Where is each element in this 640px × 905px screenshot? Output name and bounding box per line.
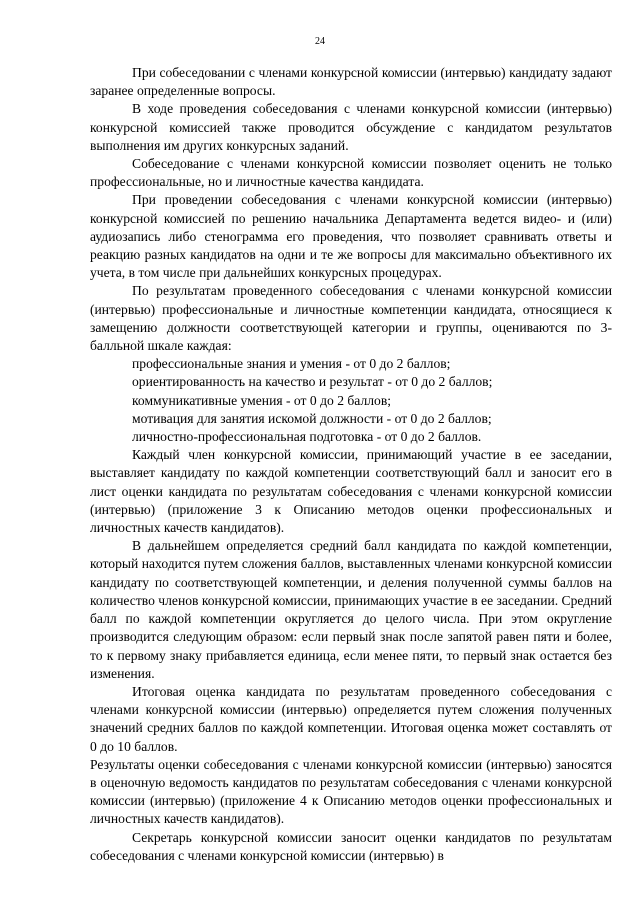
criteria-item: ориентированность на качество и результат - от 0 до 2 баллов; (132, 374, 493, 390)
paragraph: Собеседование с членами конкурсной комиссии позволяет оценить не только профессиональные, но и личностные качества кандидата. (90, 156, 612, 190)
document-body (90, 64, 612, 865)
criteria-item: личностно-профессиональная подготовка - от 0 до 2 баллов. (132, 429, 482, 445)
paragraph: По результатам проведенного собеседования с членами конкурсной комиссии (интервью) профессиональные и личностные компетенции кандидата, относящиеся к замещению должности соответствующей категории и группы, оцениваются по 3-балльной шкале каждая: (90, 283, 612, 354)
paragraph: В дальнейшем определяется средний балл кандидата по каждой компетенции, который находится путем сложения баллов, выставленных членами конкурсной комиссии кандидату по соответствующей компетенции, и деления полученной суммы баллов на количество членов конкурсной комиссии, принимающих участие в ее заседании. Средний балл по каждой компетенции округляется до целого числа. При этом округление производится следующим образом: если первый знак после запятой равен пяти и более, то к первому знаку прибавляется единица, если менее пяти, то первый знак остается без изменения. (90, 538, 612, 681)
paragraph: Секретарь конкурсной комиссии заносит оценки кандидатов по результатам собеседования с членами конкурсной комиссии (интервью) в (90, 829, 612, 863)
paragraph: Итоговая оценка кандидата по результатам проведенного собеседования с членами конкурсной комиссии (интервью) определяется путем сложения полученных значений средних баллов по каждой компетенции. Итоговая оценка может составлять от 0 до 10 баллов. (90, 683, 612, 754)
paragraph: При проведении собеседования с членами конкурсной комиссии (интервью) конкурсной комиссией по решению начальника Департамента ведется видео- и (или) аудиозапись либо стенограмма его проведения, что позволяет сравнивать ответы и реакцию разных кандидатов на одни и те же вопросы для максимально объективного их учета, в том числе при дальнейших конкурсных процедурах. (90, 192, 612, 281)
page-number: 24 (315, 36, 325, 47)
paragraph: В ходе проведения собеседования с членами конкурсной комиссии (интервью) конкурсной комиссией также проводится обсуждение с кандидатом результатов выполнения им других конкурсных заданий. (90, 101, 612, 153)
criteria-item: профессиональные знания и умения - от 0 до 2 баллов; (132, 356, 451, 372)
paragraph: Результаты оценки собеседования с членами конкурсной комиссии (интервью) заносятся в оценочную ведомость кандидатов по результатам собеседования с членами конкурсной комиссии (интервью) (приложение 4 к Описанию методов оценки профессиональных и личностных качеств кандидатов). (90, 756, 612, 827)
criteria-item: мотивация для занятия искомой должности - от 0 до 2 баллов; (132, 410, 492, 426)
criteria-item: коммуникативные умения - от 0 до 2 баллов; (132, 392, 392, 408)
paragraph: Каждый член конкурсной комиссии, принимающий участие в ее заседании, выставляет кандидату по каждой компетенции соответствующий балл и заносит его в лист оценки кандидата по результатам собеседования с членами конкурсной комиссии (интервью) (приложение 3 к Описанию методов оценки профессиональных и личностных качеств кандидатов). (90, 447, 612, 536)
paragraph: При собеседовании с членами конкурсной комиссии (интервью) кандидату задают заранее определенные вопросы. (90, 65, 612, 99)
